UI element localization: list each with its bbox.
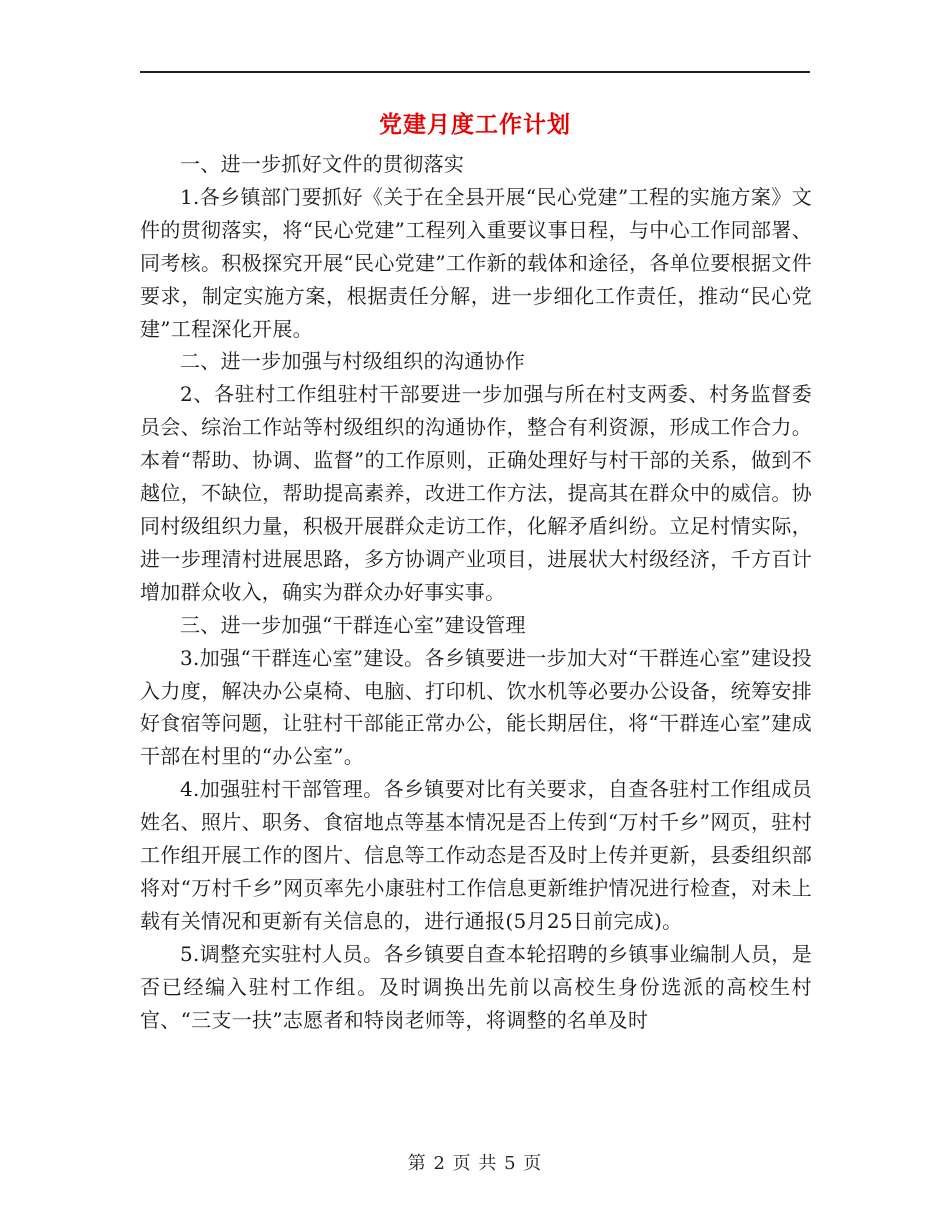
document-title: 党建月度工作计划 xyxy=(379,111,571,138)
page-number: 第 2 页 共 5 页 xyxy=(407,1153,543,1174)
header-rule xyxy=(140,71,810,73)
paragraph-4: 4.加强驻村干部管理。各乡镇要对比有关要求，自查各驻村工作组成员姓名、照片、职务、食宿地点等基本情况是否上传到“万村千乡”网页，驻村工作组开展工作的图片、信息等工作动态是否及时上传并更新，县委组织部将对“万村千乡”网页率先小康驻村工作信息更新维护情况进行检查，对未上载有关情况和更新有关信息的，进行通报(5月25日前完成)。 xyxy=(140,777,812,933)
paragraph-1: 1.各乡镇部门要抓好《关于在全县开展“民心党建”工程的实施方案》文件的贯彻落实，将“民心党建”工程列入重要议事日程，与中心工作同部署、同考核。积极探究开展“民心党建”工作新的载体和途径，各单位要根据文件要求，制定实施方案，根据责任分解，进一步细化工作责任，推动“民心党建”工程深化开展。 xyxy=(140,184,812,341)
section-heading-3: 三、进一步加强“干群连心室”建设管理 xyxy=(180,612,526,637)
section-heading-1: 一、进一步抓好文件的贯彻落实 xyxy=(180,152,465,176)
paragraph-3: 3.加强“干群连心室”建设。各乡镇要进一步加大对“干群连心室”建设投入力度，解决办公桌椅、电脑、打印机、饮水机等必要办公设备，统筹安排好食宿等问题，让驻村干部能正常办公，能长期居住，将“干群连心室”建成干部在村里的“办公室”。 xyxy=(140,645,812,769)
paragraph-2: 2、各驻村工作组驻村干部要进一步加强与所在村支两委、村务监督委员会、综治工作站等村级组织的沟通协作，整合有利资源，形成工作合力。本着“帮助、协调、监督”的工作原则，正确处理好与村干部的关系，做到不越位，不缺位，帮助提高素养，改进工作方法，提高其在群众中的威信。协同村级组织力量，积极开展群众走访工作，化解矛盾纠纷。立足村情实际，进一步理清村进展思路，多方协调产业项目，进展状大村级经济，千方百计增加群众收入，确实为群众办好事实事。 xyxy=(140,382,812,604)
document-body xyxy=(140,148,812,1036)
section-heading-2: 二、进一步加强与村级组织的沟通协作 xyxy=(180,349,526,374)
paragraph-5: 5.调整充实驻村人员。各乡镇要自查本轮招聘的乡镇事业编制人员，是否已经编入驻村工作组。及时调换出先前以高校生身份选派的高校生村官、“三支一扶”志愿者和特岗老师等，将调整的名单及时 xyxy=(140,941,812,1032)
